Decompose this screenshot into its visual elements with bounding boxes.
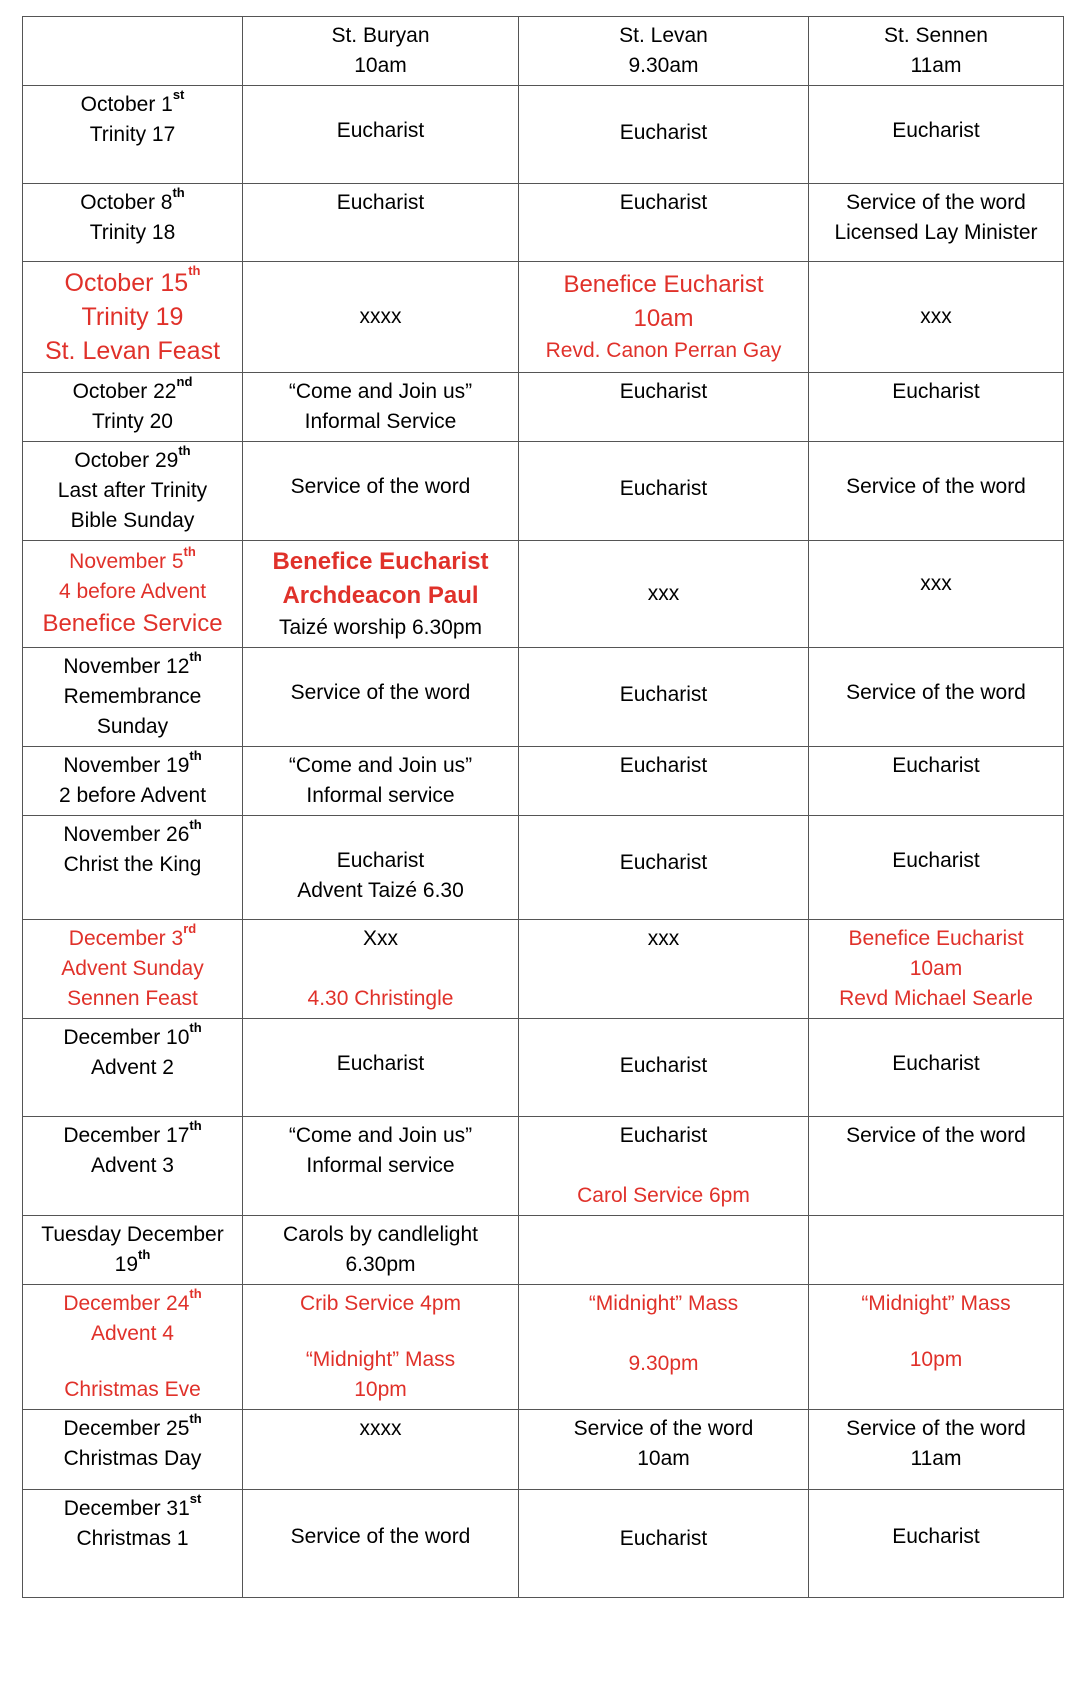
table-row: [23, 262, 1064, 373]
buryan-cell: Crib Service 4pm “Midnight” Mass 10pm: [243, 1285, 519, 1410]
levan-cell: Eucharist: [519, 373, 809, 442]
buryan-cell: “Come and Join us” Informal service: [243, 1117, 519, 1216]
table-row: [23, 1019, 1064, 1117]
date-cell: December 25th Christmas Day: [23, 1410, 243, 1490]
header-st-levan: St. Levan 9.30am: [519, 17, 809, 86]
sennen-cell: Service of the word Licensed Lay Minister: [809, 184, 1064, 262]
table-row: [23, 648, 1064, 747]
buryan-cell: “Come and Join us” Informal service: [243, 747, 519, 816]
levan-cell: Eucharist: [519, 747, 809, 816]
levan-cell: xxx: [519, 920, 809, 1019]
sennen-cell: Eucharist: [809, 86, 1064, 184]
date-cell: December 10th Advent 2: [23, 1019, 243, 1117]
date-cell: December 24th Advent 4 Christmas Eve: [23, 1285, 243, 1410]
header-row: [23, 17, 1064, 86]
buryan-cell: xxxx: [243, 262, 519, 373]
sennen-cell: Service of the word 11am: [809, 1410, 1064, 1490]
sennen-cell: Eucharist: [809, 816, 1064, 920]
levan-cell: Eucharist: [519, 184, 809, 262]
date-cell: November 19th 2 before Advent: [23, 747, 243, 816]
date-cell: December 31st Christmas 1: [23, 1490, 243, 1598]
sennen-cell: Service of the word: [809, 442, 1064, 541]
sennen-cell: Service of the word: [809, 1117, 1064, 1216]
levan-cell: Eucharist: [519, 86, 809, 184]
table-row: [23, 1410, 1064, 1490]
sennen-cell: Eucharist: [809, 1490, 1064, 1598]
sennen-cell: “Midnight” Mass 10pm: [809, 1285, 1064, 1410]
table-row: [23, 541, 1064, 648]
levan-cell: [519, 1216, 809, 1285]
sennen-cell: Eucharist: [809, 373, 1064, 442]
levan-cell: Benefice Eucharist 10am Revd. Canon Perran Gay: [519, 262, 809, 373]
buryan-cell: Service of the word: [243, 442, 519, 541]
table-row: [23, 373, 1064, 442]
sennen-cell: Eucharist: [809, 747, 1064, 816]
date-cell: October 1st Trinity 17: [23, 86, 243, 184]
buryan-cell: Eucharist Advent Taizé 6.30: [243, 816, 519, 920]
levan-cell: Service of the word 10am: [519, 1410, 809, 1490]
table-row: [23, 1117, 1064, 1216]
levan-cell: Eucharist: [519, 442, 809, 541]
sennen-cell: xxx: [809, 541, 1064, 648]
date-cell: October 15th Trinity 19 St. Levan Feast: [23, 262, 243, 373]
date-cell: Tuesday December 19th: [23, 1216, 243, 1285]
table-row: [23, 1490, 1064, 1598]
table-row: [23, 920, 1064, 1019]
levan-cell: Eucharist: [519, 1019, 809, 1117]
service-rota-table: [22, 16, 1064, 1598]
header-st-sennen: St. Sennen 11am: [809, 17, 1064, 86]
table-row: [23, 442, 1064, 541]
table-row: [23, 1216, 1064, 1285]
date-cell: November 5th 4 before Advent Benefice Service: [23, 541, 243, 648]
date-cell: October 8th Trinity 18: [23, 184, 243, 262]
header-st-buryan: St. Buryan 10am: [243, 17, 519, 86]
buryan-cell: xxxx: [243, 1410, 519, 1490]
buryan-cell: Carols by candlelight 6.30pm: [243, 1216, 519, 1285]
table-row: [23, 747, 1064, 816]
levan-cell: Eucharist: [519, 816, 809, 920]
table-row: [23, 816, 1064, 920]
date-cell: December 17th Advent 3: [23, 1117, 243, 1216]
sennen-cell: xxx: [809, 262, 1064, 373]
levan-cell: xxx: [519, 541, 809, 648]
buryan-cell: Eucharist: [243, 184, 519, 262]
buryan-cell: “Come and Join us” Informal Service: [243, 373, 519, 442]
buryan-cell: Eucharist: [243, 1019, 519, 1117]
date-cell: December 3rd Advent Sunday Sennen Feast: [23, 920, 243, 1019]
buryan-cell: Service of the word: [243, 648, 519, 747]
table-row: [23, 184, 1064, 262]
table-row: [23, 1285, 1064, 1410]
levan-cell: “Midnight” Mass 9.30pm: [519, 1285, 809, 1410]
date-cell: November 26th Christ the King: [23, 816, 243, 920]
table-row: [23, 86, 1064, 184]
levan-cell: Eucharist Carol Service 6pm: [519, 1117, 809, 1216]
sennen-cell: Benefice Eucharist 10am Revd Michael Searle: [809, 920, 1064, 1019]
levan-cell: Eucharist: [519, 648, 809, 747]
date-cell: October 29th Last after Trinity Bible Sunday: [23, 442, 243, 541]
buryan-cell: Xxx 4.30 Christingle: [243, 920, 519, 1019]
buryan-cell: Service of the word: [243, 1490, 519, 1598]
date-cell: November 12th Remembrance Sunday: [23, 648, 243, 747]
sennen-cell: [809, 1216, 1064, 1285]
corner-cell: [23, 17, 243, 86]
date-cell: October 22nd Trinty 20: [23, 373, 243, 442]
sennen-cell: Service of the word: [809, 648, 1064, 747]
sennen-cell: Eucharist: [809, 1019, 1064, 1117]
buryan-cell: Eucharist: [243, 86, 519, 184]
levan-cell: Eucharist: [519, 1490, 809, 1598]
buryan-cell: Benefice Eucharist Archdeacon Paul Taizé worship 6.30pm: [243, 541, 519, 648]
